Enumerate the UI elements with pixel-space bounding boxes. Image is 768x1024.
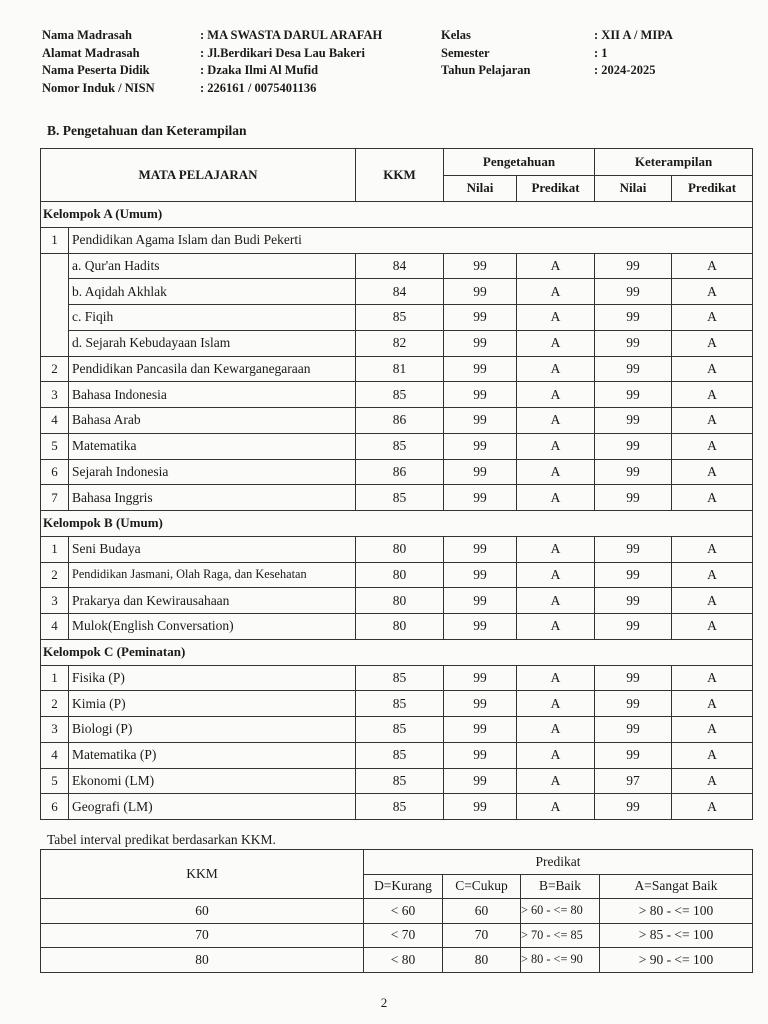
keterampilan-nilai: 99 [595,485,672,511]
pengetahuan-nilai: 99 [444,408,517,434]
table-row [41,717,753,743]
pengetahuan-predikat: A [517,614,595,640]
pengetahuan-nilai: 99 [444,691,517,717]
subject-name: Pendidikan Pancasila dan Kewarganegaraan [69,356,356,382]
pengetahuan-predikat: A [517,356,595,382]
pengetahuan-predikat: A [517,279,595,305]
subject-name: Bahasa Arab [69,408,356,434]
header-p-predikat: Predikat [517,175,595,202]
subject-name: Pendidikan Jasmani, Olah Raga, dan Kesehatan [69,562,356,588]
interval-body [41,899,753,973]
interval-b: > 80 - <= 90 [521,948,600,973]
info-values-left [200,27,382,97]
keterampilan-nilai: 99 [595,305,672,331]
pengetahuan-predikat: A [517,408,595,434]
grades-table [40,148,753,820]
header-k-predikat: Predikat [672,175,753,202]
interval-kkm: 80 [41,948,364,973]
keterampilan-nilai: 99 [595,459,672,485]
pengetahuan-predikat: A [517,588,595,614]
kkm-value: 80 [356,614,444,640]
group-row [41,511,753,537]
keterampilan-nilai: 99 [595,536,672,562]
pengetahuan-predikat: A [517,305,595,331]
row-number: 2 [41,562,69,588]
keterampilan-predikat: A [672,433,753,459]
keterampilan-nilai: 99 [595,717,672,743]
subject-name: Matematika (P) [69,742,356,768]
interval-d: < 70 [364,923,443,948]
value-nama-peserta: : Dzaka Ilmi Al Mufid [200,63,319,77]
pengetahuan-predikat: A [517,742,595,768]
row-number: 6 [41,794,69,820]
kkm-value: 84 [356,279,444,305]
keterampilan-nilai: 99 [595,614,672,640]
subject-name: Ekonomi (LM) [69,768,356,794]
row-number: 1 [41,536,69,562]
header-pengetahuan: Pengetahuan [444,149,595,176]
kkm-value: 85 [356,485,444,511]
table-row [41,485,753,511]
group-title: Kelompok B (Umum) [41,511,753,537]
section-title: B. Pengetahuan dan Keterampilan [47,123,247,138]
keterampilan-predikat: A [672,562,753,588]
subject-name: Bahasa Indonesia [69,382,356,408]
header-kkm: KKM [356,149,444,202]
kkm-value: 85 [356,665,444,691]
pengetahuan-nilai: 99 [444,717,517,743]
subject-name: Biologi (P) [69,717,356,743]
table-row [41,356,753,382]
value-nisn: : 226161 / 0075401136 [200,80,317,95]
row-number: 7 [41,485,69,511]
keterampilan-predikat: A [672,588,753,614]
keterampilan-nilai: 99 [595,279,672,305]
keterampilan-predikat: A [672,459,753,485]
pengetahuan-predikat: A [517,536,595,562]
keterampilan-nilai: 99 [595,356,672,382]
value-semester: : 1 [594,45,608,60]
value-alamat: : Jl.Berdikari Desa Lau Bakeri [200,45,365,60]
group-row [41,202,753,228]
table-row [41,459,753,485]
subject-name: Fisika (P) [69,665,356,691]
label-nisn: Nomor Induk / NISN [42,80,155,95]
table-row [41,382,753,408]
kkm-value: 80 [356,536,444,562]
label-nama-madrasah: Nama Madrasah [42,28,132,42]
keterampilan-predikat: A [672,768,753,794]
pengetahuan-predikat: A [517,253,595,279]
interval-header-c: C=Cukup [443,874,521,899]
interval-header-d: D=Kurang [364,874,443,899]
interval-header-b: B=Baik [521,874,600,899]
table-row [41,794,753,820]
keterampilan-nilai: 99 [595,433,672,459]
row-number: 3 [41,717,69,743]
row-number [41,305,69,331]
interval-c: 80 [443,948,521,973]
row-number: 5 [41,433,69,459]
label-alamat: Alamat Madrasah [42,45,140,60]
pengetahuan-predikat: A [517,717,595,743]
row-number: 4 [41,742,69,768]
keterampilan-predikat: A [672,330,753,356]
interval-table [40,849,753,973]
keterampilan-nilai: 97 [595,768,672,794]
row-number: 3 [41,588,69,614]
interval-row [41,899,753,924]
keterampilan-nilai: 99 [595,330,672,356]
table-row [41,253,753,279]
kkm-value: 85 [356,305,444,331]
pengetahuan-nilai: 99 [444,305,517,331]
keterampilan-nilai: 99 [595,665,672,691]
pengetahuan-nilai: 99 [444,562,517,588]
header-keterampilan: Keterampilan [595,149,753,176]
pengetahuan-nilai: 99 [444,330,517,356]
pengetahuan-nilai: 99 [444,665,517,691]
pengetahuan-nilai: 99 [444,536,517,562]
kkm-value: 85 [356,768,444,794]
kkm-value: 85 [356,691,444,717]
keterampilan-predikat: A [672,253,753,279]
table-row [41,330,753,356]
table-row [41,562,753,588]
row-number [41,279,69,305]
interval-row [41,923,753,948]
pengetahuan-predikat: A [517,562,595,588]
value-nama-madrasah: : MA SWASTA DARUL ARAFAH [200,28,383,42]
subject-name: d. Sejarah Kebudayaan Islam [69,330,356,356]
interval-a: > 90 - <= 100 [600,948,753,973]
interval-d: < 60 [364,899,443,924]
pengetahuan-predikat: A [517,330,595,356]
interval-d: < 80 [364,948,443,973]
keterampilan-predikat: A [672,382,753,408]
subject-name: b. Aqidah Akhlak [69,279,356,305]
keterampilan-nilai: 99 [595,382,672,408]
table-row [41,614,753,640]
pengetahuan-nilai: 99 [444,382,517,408]
row-number [41,253,69,279]
table-row [41,536,753,562]
keterampilan-nilai: 99 [595,253,672,279]
label-nama-peserta: Nama Peserta Didik [42,63,150,77]
keterampilan-predikat: A [672,665,753,691]
kkm-value: 80 [356,562,444,588]
label-kelas: Kelas [441,28,471,42]
subject-name: Prakarya dan Kewirausahaan [69,588,356,614]
pengetahuan-predikat: A [517,382,595,408]
interval-b: > 70 - <= 85 [521,923,600,948]
interval-kkm: 70 [41,923,364,948]
kkm-value: 85 [356,742,444,768]
pengetahuan-nilai: 99 [444,356,517,382]
keterampilan-predikat: A [672,408,753,434]
subject-name: Pendidikan Agama Islam dan Budi Pekerti [69,227,753,253]
info-labels-right [441,27,531,80]
subject-name: Seni Budaya [69,536,356,562]
keterampilan-nilai: 99 [595,562,672,588]
header-k-nilai: Nilai [595,175,672,202]
row-number: 4 [41,408,69,434]
kkm-value: 81 [356,356,444,382]
row-number: 5 [41,768,69,794]
keterampilan-nilai: 99 [595,408,672,434]
subject-name: Sejarah Indonesia [69,459,356,485]
pengetahuan-predikat: A [517,665,595,691]
interval-kkm: 60 [41,899,364,924]
label-tahun: Tahun Pelajaran [441,63,531,77]
group-row [41,639,753,665]
keterampilan-nilai: 99 [595,691,672,717]
table-row [41,408,753,434]
group-title: Kelompok A (Umum) [41,202,753,228]
value-kelas: : XII A / MIPA [594,28,673,42]
kkm-value: 86 [356,459,444,485]
table-row [41,691,753,717]
subject-name: Mulok(English Conversation) [69,614,356,640]
row-number: 1 [41,227,69,253]
pengetahuan-nilai: 99 [444,742,517,768]
pengetahuan-predikat: A [517,459,595,485]
row-number [41,330,69,356]
pengetahuan-predikat: A [517,433,595,459]
table-row [41,768,753,794]
row-number: 6 [41,459,69,485]
header-p-nilai: Nilai [444,175,517,202]
grades-body [41,202,753,820]
interval-header-a: A=Sangat Baik [600,874,753,899]
kkm-value: 86 [356,408,444,434]
info-labels-left [42,27,155,97]
pengetahuan-predikat: A [517,768,595,794]
keterampilan-predikat: A [672,536,753,562]
row-number: 1 [41,665,69,691]
pengetahuan-nilai: 99 [444,253,517,279]
interval-b: > 60 - <= 80 [521,899,600,924]
table-row [41,665,753,691]
interval-caption: Tabel interval predikat berdasarkan KKM. [47,832,276,847]
interval-row [41,948,753,973]
subject-name: Matematika [69,433,356,459]
table-row [41,227,753,253]
info-values-right [594,27,673,80]
keterampilan-predikat: A [672,279,753,305]
row-number: 3 [41,382,69,408]
row-number: 4 [41,614,69,640]
subject-name: c. Fiqih [69,305,356,331]
interval-a: > 80 - <= 100 [600,899,753,924]
pengetahuan-nilai: 99 [444,485,517,511]
subject-name: Geografi (LM) [69,794,356,820]
keterampilan-predikat: A [672,794,753,820]
keterampilan-predikat: A [672,305,753,331]
keterampilan-predikat: A [672,691,753,717]
kkm-value: 85 [356,382,444,408]
interval-header-predikat: Predikat [364,850,753,875]
interval-header-kkm: KKM [41,850,364,899]
kkm-value: 85 [356,794,444,820]
table-row [41,588,753,614]
subject-name: a. Qur'an Hadits [69,253,356,279]
row-number: 2 [41,356,69,382]
kkm-value: 84 [356,253,444,279]
pengetahuan-predikat: A [517,794,595,820]
pengetahuan-nilai: 99 [444,794,517,820]
pengetahuan-predikat: A [517,691,595,717]
pengetahuan-nilai: 99 [444,588,517,614]
keterampilan-predikat: A [672,485,753,511]
table-row [41,279,753,305]
value-tahun: : 2024-2025 [594,63,656,77]
kkm-value: 85 [356,433,444,459]
interval-c: 60 [443,899,521,924]
pengetahuan-nilai: 99 [444,433,517,459]
page-number: 2 [380,995,388,1010]
keterampilan-predikat: A [672,614,753,640]
keterampilan-predikat: A [672,742,753,768]
subject-name: Bahasa Inggris [69,485,356,511]
pengetahuan-nilai: 99 [444,768,517,794]
kkm-value: 80 [356,588,444,614]
keterampilan-nilai: 99 [595,588,672,614]
keterampilan-predikat: A [672,717,753,743]
row-number: 2 [41,691,69,717]
keterampilan-predikat: A [672,356,753,382]
kkm-value: 82 [356,330,444,356]
label-semester: Semester [441,45,490,60]
pengetahuan-nilai: 99 [444,614,517,640]
pengetahuan-nilai: 99 [444,459,517,485]
interval-c: 70 [443,923,521,948]
pengetahuan-nilai: 99 [444,279,517,305]
table-row [41,433,753,459]
interval-a: > 85 - <= 100 [600,923,753,948]
group-title: Kelompok C (Peminatan) [41,639,753,665]
kkm-value: 85 [356,717,444,743]
keterampilan-nilai: 99 [595,794,672,820]
pengetahuan-predikat: A [517,485,595,511]
subject-name: Kimia (P) [69,691,356,717]
table-row [41,742,753,768]
header-subject: MATA PELAJARAN [41,149,356,202]
keterampilan-nilai: 99 [595,742,672,768]
table-row [41,305,753,331]
